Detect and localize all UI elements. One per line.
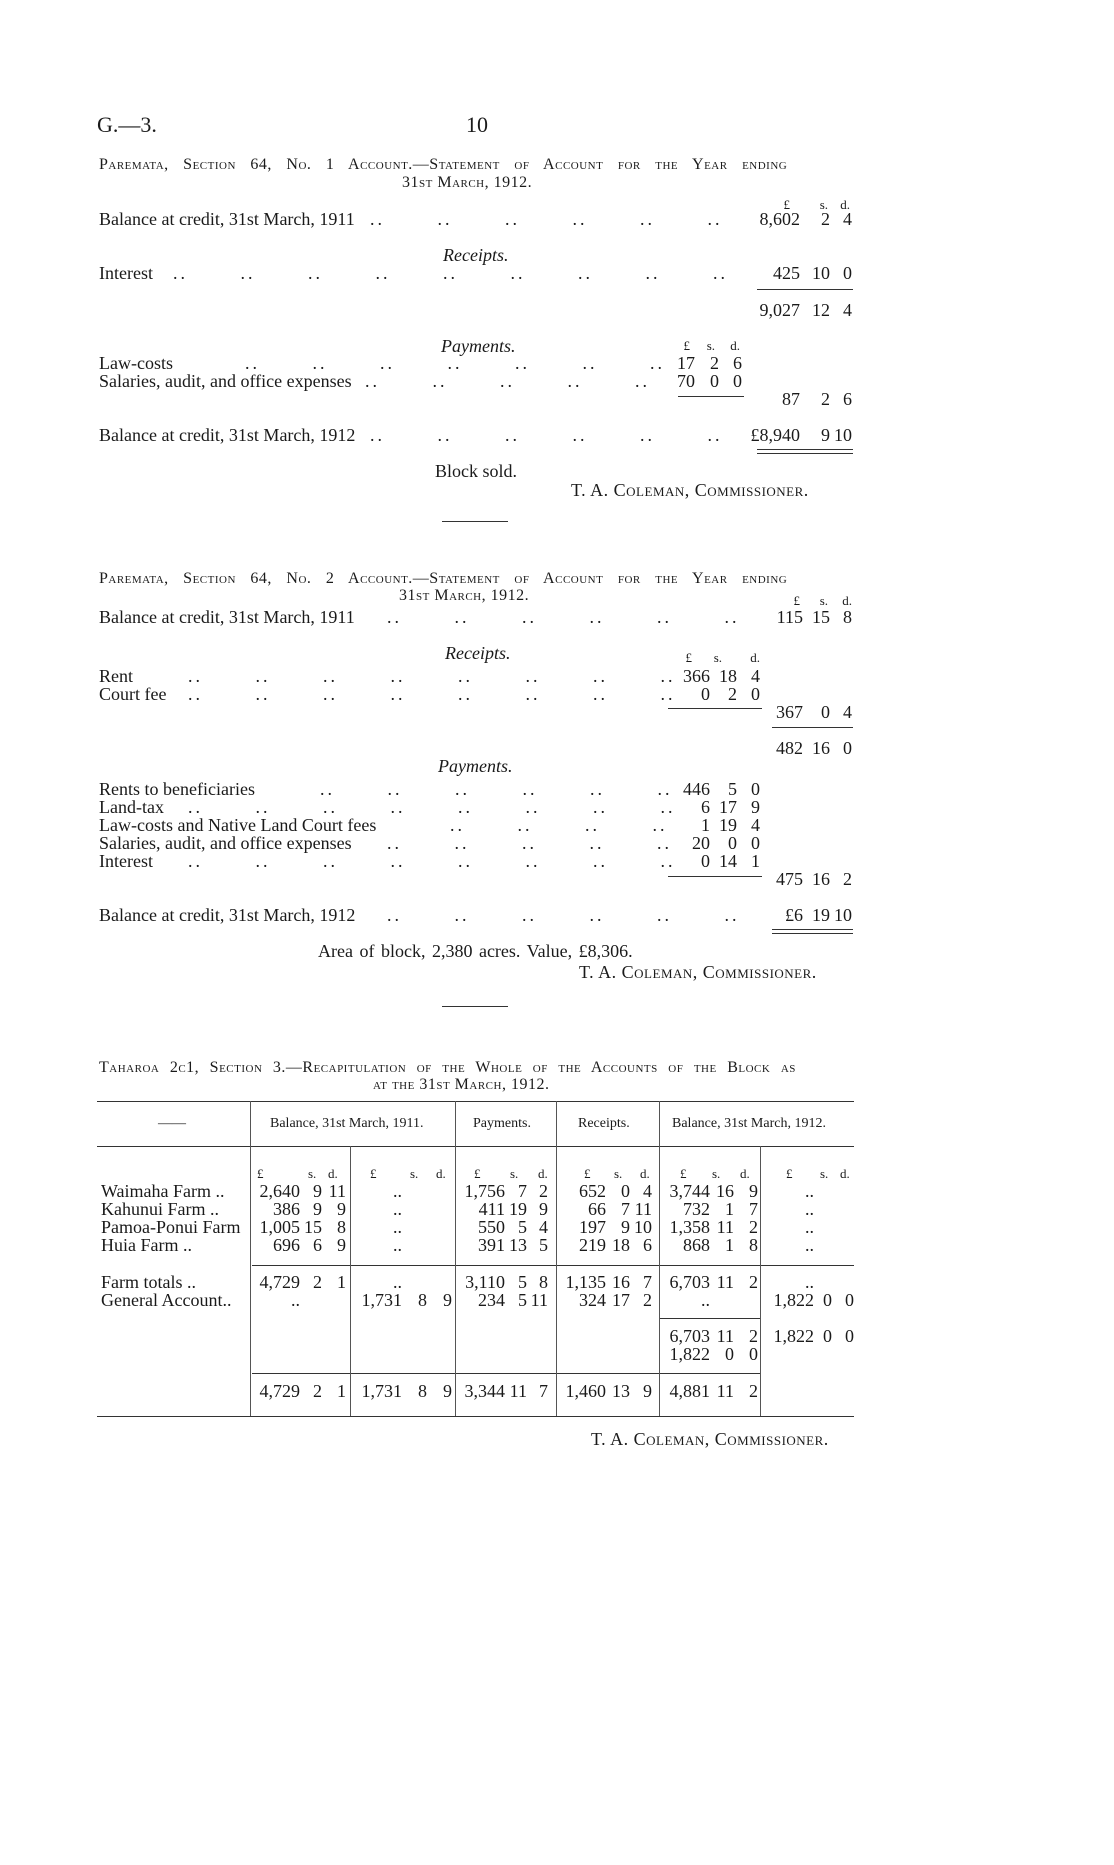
table-cell-c6-shillings: 0 (823, 1290, 832, 1310)
account1-closing-pence: 10 (834, 425, 852, 445)
table-cell-c3-pounds: 391 (478, 1235, 505, 1255)
account1-payment-pounds: 70 (677, 371, 695, 391)
table-cell-c4-shillings: 17 (612, 1290, 630, 1310)
account2-payment-pounds: 20 (692, 833, 710, 853)
table-row-label: Farm totals .. (101, 1272, 196, 1292)
unit-pence: d. (436, 1166, 446, 1181)
account1-subtotal-pounds: 9,027 (759, 300, 800, 320)
account1-payment-label: Law-costs (99, 353, 173, 373)
account1-opening-pence: 4 (843, 209, 852, 229)
table-cell-c2-pence: 9 (443, 1381, 452, 1401)
account2-receipt-label: Court fee (99, 684, 167, 704)
table-cell-c3-pounds: 411 (478, 1199, 505, 1219)
leader-dots: .. .. .. .. .. .. (387, 905, 740, 925)
leader-dots: .. .. .. .. .. .. (387, 607, 740, 627)
recap-title: Taharoa 2c1, Section 3.—Recapitulation of the Whole of the Accounts of the Block as (99, 1059, 796, 1076)
header-receipts: Receipts. (578, 1116, 630, 1131)
unit-shillings: s. (712, 1166, 721, 1181)
table-cell-c5-pence: 2 (749, 1381, 758, 1401)
account2-payment-pence: 0 (751, 833, 760, 853)
column-divider (455, 1101, 456, 1416)
account1-note: Block sold. (435, 461, 518, 481)
table-cell-c6-pounds: .. (805, 1199, 814, 1219)
account2-receipt-pence: 4 (751, 666, 760, 686)
leader-dots: .. .. .. .. .. .. .. .. (188, 851, 676, 871)
account2-opening-shillings: 15 (812, 607, 830, 627)
table-cell-c2-shillings: 8 (418, 1381, 427, 1401)
unit-pounds: £ (257, 1166, 264, 1181)
table-cell-c3-shillings: 19 (509, 1199, 527, 1219)
account2-subtotal-shillings: 16 (812, 738, 830, 758)
table-cell-c2-shillings: 8 (418, 1290, 427, 1310)
account1-opening-label: Balance at credit, 31st March, 1911 (99, 209, 355, 229)
table-cell-c2-pounds: .. (393, 1217, 402, 1237)
unit-pence: d. (840, 1166, 850, 1181)
header-balance-1911: Balance, 31st March, 1911. (270, 1116, 424, 1131)
table-cell-c2-pounds: .. (393, 1199, 402, 1219)
account2-payment-shillings: 14 (719, 851, 737, 871)
leader-dots: .. .. .. .. .. .. .. .. (188, 666, 676, 686)
table-cell-c5-shillings: 11 (716, 1217, 734, 1237)
table-cell-c6-pence: 0 (845, 1290, 854, 1310)
account2-payments-total-pounds: 475 (776, 869, 803, 889)
table-cell-c1-shillings: 2 (313, 1381, 322, 1401)
table-cell-c2-pounds: 1,731 (361, 1290, 402, 1310)
table-row-label: General Account.. (101, 1290, 232, 1310)
table-cell-c1-pence: 1 (337, 1381, 346, 1401)
leader-dots: .. .. .. .. .. .. .. (245, 353, 665, 373)
account1-pay-unit-shillings: s. (706, 338, 715, 353)
table-cell-c5-pounds: 1,358 (669, 1217, 710, 1237)
table-cell-c6-pounds: 1,822 (773, 1290, 814, 1310)
leader-dots: .. .. .. .. .. .. (370, 425, 723, 445)
account1-subtotal-pence: 4 (843, 300, 852, 320)
leader-dots: .. .. .. .. .. .. .. .. .. (173, 263, 728, 283)
account2-subtotal-pounds: 482 (776, 738, 803, 758)
table-cell-c5-shillings: 1 (725, 1199, 734, 1219)
leader-dots: .. .. .. .. .. .. (370, 209, 723, 229)
summary-cell-shillings: 0 (725, 1344, 734, 1364)
table-cell-c1-pounds: 386 (273, 1199, 300, 1219)
table-cell-c5-pounds: 732 (683, 1199, 710, 1219)
account2-subtotal-pence: 0 (843, 738, 852, 758)
column-divider (556, 1101, 557, 1416)
table-cell-c1-pounds: .. (291, 1290, 300, 1310)
account1-unit-pounds: £ (783, 197, 790, 212)
double-rule (757, 449, 853, 454)
table-cell-c3-shillings: 11 (509, 1381, 527, 1401)
table-cell-c5-shillings: 16 (716, 1181, 734, 1201)
rule (772, 727, 853, 728)
table-cell-c4-pounds: 324 (579, 1290, 606, 1310)
account2-unit-shillings: s. (819, 593, 828, 608)
unit-shillings: s. (510, 1166, 519, 1181)
summary-cell: 0 (845, 1326, 854, 1346)
table-cell-c3-pence: 11 (530, 1290, 548, 1310)
table-cell-c5-shillings: 1 (725, 1235, 734, 1255)
table-cell-c3-shillings: 5 (518, 1290, 527, 1310)
table-cell-c3-pence: 8 (539, 1272, 548, 1292)
account1-payments-total-shillings: 2 (821, 389, 830, 409)
account1-receipt-pence: 0 (843, 263, 852, 283)
table-cell-c4-shillings: 16 (612, 1272, 630, 1292)
table-cell-c3-pounds: 1,756 (464, 1181, 505, 1201)
table-cell-c1-shillings: 9 (313, 1181, 322, 1201)
table-row-label: Waimaha Farm .. (101, 1181, 225, 1201)
table-cell-c1-pounds: 2,640 (259, 1181, 300, 1201)
table-cell-c5-pounds: 868 (683, 1235, 710, 1255)
account2-payment-shillings: 19 (719, 815, 737, 835)
table-top-rule (97, 1101, 854, 1102)
account2-rec-unit-pence: d. (750, 650, 760, 665)
account1-opening-shillings: 2 (821, 209, 830, 229)
account1-title: Paremata, Section 64, No. 1 Account.—Statement of Account for the Year ending (99, 156, 788, 173)
column-divider (250, 1101, 251, 1416)
summary-cell-shillings: 11 (716, 1326, 734, 1346)
account2-receipt-pounds: 0 (701, 684, 710, 704)
table-cell-c1-pence: 9 (337, 1199, 346, 1219)
table-cell-c1-shillings: 2 (313, 1272, 322, 1292)
account2-unit-pounds: £ (793, 593, 800, 608)
summary-cell-pence: 0 (749, 1344, 758, 1364)
table-cell-c4-pence: 6 (643, 1235, 652, 1255)
account2-receipts-total-pounds: 367 (776, 702, 803, 722)
account2-payment-pounds: 6 (701, 797, 710, 817)
account2-receipt-label: Rent (99, 666, 133, 686)
table-rule (660, 1318, 760, 1319)
account1-receipt-label: Interest (99, 263, 153, 283)
account1-payments-total-pence: 6 (843, 389, 852, 409)
account1-unit-shillings: s. (819, 197, 828, 212)
unit-pence: d. (538, 1166, 548, 1181)
account2-rec-unit-pounds: £ (685, 650, 692, 665)
account2-receipts-total-shillings: 0 (821, 702, 830, 722)
unit-shillings: s. (820, 1166, 829, 1181)
leader-dots: .. .. .. .. .. (365, 371, 650, 391)
recap-signature: T. A. Coleman, Commissioner. (591, 1429, 829, 1449)
table-cell-c5-pence: 2 (749, 1272, 758, 1292)
account2-payment-pounds: 446 (683, 779, 710, 799)
leader-dots: .. .. .. .. (450, 815, 668, 835)
table-cell-c3-pounds: 550 (478, 1217, 505, 1237)
account2-payments-total-shillings: 16 (812, 869, 830, 889)
header-dash: —— (158, 1116, 186, 1131)
account1-closing-label: Balance at credit, 31st March, 1912 (99, 425, 356, 445)
account1-payment-pence: 6 (733, 353, 742, 373)
table-cell-c3-shillings: 7 (518, 1181, 527, 1201)
table-cell-c1-pounds: 696 (273, 1235, 300, 1255)
section-divider (442, 521, 508, 522)
column-divider (659, 1101, 660, 1416)
header-balance-1912: Balance, 31st March, 1912. (672, 1116, 826, 1131)
table-cell-c1-pounds: 1,005 (259, 1217, 300, 1237)
table-cell-c5-pence: 9 (749, 1181, 758, 1201)
rule (757, 289, 853, 290)
table-cell-c5-pounds: 3,744 (669, 1181, 710, 1201)
account2-receipt-pence: 0 (751, 684, 760, 704)
table-cell-c4-shillings: 18 (612, 1235, 630, 1255)
unit-pence: d. (328, 1166, 338, 1181)
unit-pounds: £ (786, 1166, 793, 1181)
account2-signature: T. A. Coleman, Commissioner. (579, 962, 817, 982)
table-cell-c4-shillings: 9 (621, 1217, 630, 1237)
table-cell-c6-pounds: .. (805, 1235, 814, 1255)
account2-opening-label: Balance at credit, 31st March, 1911 (99, 607, 355, 627)
table-cell-c1-pounds: 4,729 (259, 1381, 300, 1401)
account1-payment-shillings: 2 (710, 353, 719, 373)
table-cell-c4-pounds: 1,135 (565, 1272, 606, 1292)
table-cell-c3-shillings: 5 (518, 1217, 527, 1237)
table-cell-c3-pounds: 3,110 (465, 1272, 505, 1292)
table-cell-c3-pence: 9 (539, 1199, 548, 1219)
table-cell-c4-pounds: 219 (579, 1235, 606, 1255)
table-cell-c4-pence: 7 (643, 1272, 652, 1292)
unit-shillings: s. (614, 1166, 623, 1181)
account2-payments-total-pence: 2 (843, 869, 852, 889)
column-divider (760, 1146, 761, 1416)
summary-cell: 0 (823, 1326, 832, 1346)
table-cell-c1-pence: 1 (337, 1272, 346, 1292)
account2-opening-pounds: 115 (776, 607, 803, 627)
account2-receipts-total-pence: 4 (843, 702, 852, 722)
unit-pounds: £ (680, 1166, 687, 1181)
table-cell-c4-pence: 4 (643, 1181, 652, 1201)
table-cell-c4-pence: 2 (643, 1290, 652, 1310)
account2-payment-shillings: 5 (728, 779, 737, 799)
unit-shillings: s. (410, 1166, 419, 1181)
unit-pounds: £ (474, 1166, 481, 1181)
recap-title-date: at the 31st March, 1912. (373, 1076, 550, 1093)
table-cell-c3-pounds: 3,344 (464, 1381, 505, 1401)
account2-title-date: 31st March, 1912. (399, 587, 530, 604)
table-row-label: Kahunui Farm .. (101, 1199, 219, 1219)
account1-receipts-heading: Receipts. (443, 245, 509, 265)
table-cell-c2-pounds: .. (393, 1235, 402, 1255)
account2-payments-heading: Payments. (438, 756, 513, 776)
account1-closing-pounds: £8,940 (750, 425, 800, 445)
unit-pence: d. (740, 1166, 750, 1181)
summary-cell-pounds: 6,703 (669, 1326, 710, 1346)
account2-payment-label: Interest (99, 851, 153, 871)
table-cell-c5-shillings: 11 (716, 1272, 734, 1292)
account2-title: Paremata, Section 64, No. 2 Account.—Statement of Account for the Year ending (99, 570, 788, 587)
table-cell-c1-pounds: 4,729 (259, 1272, 300, 1292)
account2-payment-label: Land-tax (99, 797, 164, 817)
account2-unit-pence: d. (842, 593, 852, 608)
account2-payment-label: Law-costs and Native Land Court fees (99, 815, 377, 835)
summary-cell: 1,822 (773, 1326, 814, 1346)
table-cell-c3-pence: 4 (539, 1217, 548, 1237)
table-cell-c3-pence: 2 (539, 1181, 548, 1201)
account2-payment-pounds: 0 (701, 851, 710, 871)
table-cell-c2-pence: 9 (443, 1290, 452, 1310)
column-divider (350, 1146, 351, 1416)
summary-cell-pence: 2 (749, 1326, 758, 1346)
account1-payments-heading: Payments. (441, 336, 516, 356)
table-cell-c1-shillings: 9 (313, 1199, 322, 1219)
account1-pay-unit-pence: d. (730, 338, 740, 353)
account2-payment-pounds: 1 (701, 815, 710, 835)
table-cell-c4-shillings: 0 (621, 1181, 630, 1201)
table-cell-c5-pence: 7 (749, 1199, 758, 1219)
table-row-label: Huia Farm .. (101, 1235, 192, 1255)
account1-receipt-pounds: 425 (773, 263, 800, 283)
leader-dots: .. .. .. .. .. (387, 833, 672, 853)
table-cell-c4-pounds: 66 (588, 1199, 606, 1219)
account2-payment-shillings: 0 (728, 833, 737, 853)
page-number: 10 (466, 112, 488, 137)
account1-payment-pence: 0 (733, 371, 742, 391)
table-cell-c5-pence: 2 (749, 1217, 758, 1237)
table-cell-c3-shillings: 13 (509, 1235, 527, 1255)
header-payments: Payments. (473, 1116, 531, 1131)
account2-receipt-pounds: 366 (683, 666, 710, 686)
account2-payment-label: Salaries, audit, and office expenses (99, 833, 352, 853)
table-cell-c5-pounds: .. (701, 1290, 710, 1310)
table-cell-c5-pence: 8 (749, 1235, 758, 1255)
table-cell-c2-pounds: 1,731 (361, 1381, 402, 1401)
unit-pounds: £ (370, 1166, 377, 1181)
account1-payment-pounds: 17 (677, 353, 695, 373)
summary-cell-pounds: 1,822 (669, 1344, 710, 1364)
table-bottom-rule (97, 1416, 854, 1417)
account2-rec-unit-shillings: s. (713, 650, 722, 665)
table-cell-c4-shillings: 7 (621, 1199, 630, 1219)
table-row-label: Pamoa-Ponui Farm (101, 1217, 241, 1237)
account1-payment-shillings: 0 (710, 371, 719, 391)
table-cell-c3-pence: 5 (539, 1235, 548, 1255)
page-code: G.—3. (97, 112, 157, 137)
account2-payment-pence: 4 (751, 815, 760, 835)
rule (668, 876, 762, 877)
account1-payments-total-pounds: 87 (782, 389, 800, 409)
account1-opening-pounds: 8,602 (759, 209, 800, 229)
table-cell-c6-pounds: .. (805, 1181, 814, 1201)
table-cell-c4-pounds: 197 (579, 1217, 606, 1237)
account2-receipt-shillings: 18 (719, 666, 737, 686)
table-header-rule (97, 1146, 854, 1147)
table-cell-c5-shillings: 11 (716, 1381, 734, 1401)
unit-shillings: s. (308, 1166, 317, 1181)
account2-receipts-heading: Receipts. (445, 643, 511, 663)
double-rule (772, 929, 853, 934)
account1-signature: T. A. Coleman, Commissioner. (571, 480, 809, 500)
account1-unit-pence: d. (840, 197, 850, 212)
leader-dots: .. .. .. .. .. .. .. .. (188, 797, 676, 817)
table-cell-c5-pounds: 4,881 (669, 1381, 710, 1401)
table-cell-c4-shillings: 13 (612, 1381, 630, 1401)
rule (668, 708, 762, 709)
account2-payment-pence: 0 (751, 779, 760, 799)
table-cell-c3-pence: 7 (539, 1381, 548, 1401)
table-cell-c2-pounds: .. (393, 1181, 402, 1201)
table-cell-c1-pence: 11 (328, 1181, 346, 1201)
table-cell-c1-shillings: 15 (304, 1217, 322, 1237)
account2-opening-pence: 8 (843, 607, 852, 627)
account1-payment-label: Salaries, audit, and office expenses (99, 371, 352, 391)
account2-closing-label: Balance at credit, 31st March, 1912 (99, 905, 356, 925)
unit-pence: d. (640, 1166, 650, 1181)
leader-dots: .. .. .. .. .. .. .. .. (188, 684, 676, 704)
table-cell-c4-pence: 11 (634, 1199, 652, 1219)
account1-pay-unit-pounds: £ (683, 338, 690, 353)
account2-payment-pence: 1 (751, 851, 760, 871)
account1-closing-shillings: 9 (821, 425, 830, 445)
table-cell-c4-pence: 10 (634, 1217, 652, 1237)
unit-pounds: £ (584, 1166, 591, 1181)
leader-dots: .. .. .. .. .. .. (320, 779, 673, 799)
account2-payment-label: Rents to beneficiaries (99, 779, 255, 799)
account2-payment-shillings: 17 (719, 797, 737, 817)
account1-title-date: 31st March, 1912. (402, 174, 533, 191)
table-cell-c2-pounds: .. (393, 1272, 402, 1292)
table-cell-c4-pounds: 1,460 (565, 1381, 606, 1401)
table-cell-c3-shillings: 5 (518, 1272, 527, 1292)
table-cell-c6-pounds: .. (805, 1272, 814, 1292)
table-rule (252, 1373, 760, 1374)
table-cell-c5-pounds: 6,703 (669, 1272, 710, 1292)
table-cell-c4-pounds: 652 (579, 1181, 606, 1201)
section-divider (442, 1006, 508, 1007)
table-cell-c6-pounds: .. (805, 1217, 814, 1237)
account2-receipt-shillings: 2 (728, 684, 737, 704)
account2-closing-shillings: 19 (812, 905, 830, 925)
table-cell-c1-pence: 9 (337, 1235, 346, 1255)
table-cell-c4-pence: 9 (643, 1381, 652, 1401)
account2-note: Area of block, 2,380 acres. Value, £8,306. (318, 941, 633, 961)
table-cell-c3-pounds: 234 (478, 1290, 505, 1310)
account1-subtotal-shillings: 12 (812, 300, 830, 320)
table-cell-c1-pence: 8 (337, 1217, 346, 1237)
table-rule (252, 1265, 854, 1266)
account2-payment-pence: 9 (751, 797, 760, 817)
account1-receipt-shillings: 10 (812, 263, 830, 283)
account2-closing-pounds: £6 (785, 905, 803, 925)
account2-closing-pence: 10 (834, 905, 852, 925)
table-cell-c1-shillings: 6 (313, 1235, 322, 1255)
